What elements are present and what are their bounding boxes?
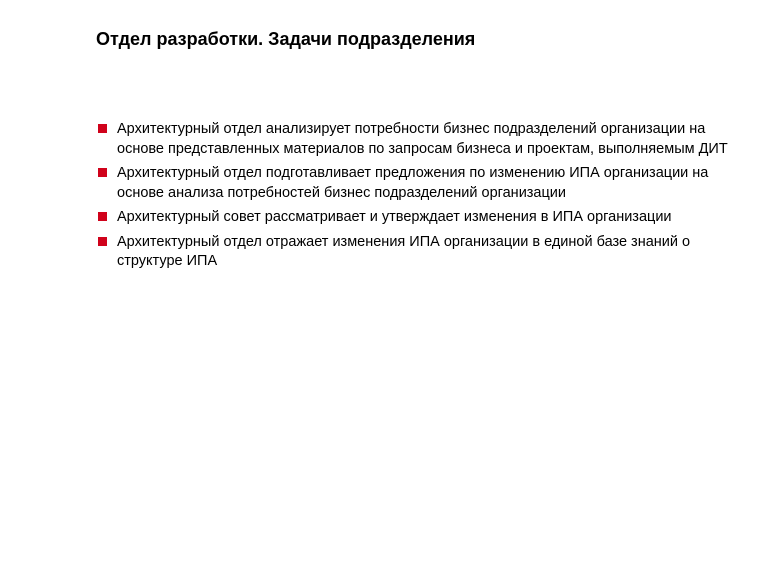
bullet-item (96, 233, 736, 272)
bullet-list (96, 120, 736, 277)
bullet-item (96, 164, 736, 203)
square-bullet-icon (98, 168, 107, 177)
bullet-item (96, 120, 736, 159)
square-bullet-icon (98, 212, 107, 221)
bullet-text: Архитектурный отдел отражает изменения ИПА организации в единой базе знаний о структуре ИПА (117, 233, 691, 269)
bullet-item (96, 208, 736, 228)
square-bullet-icon (98, 237, 107, 246)
square-bullet-icon (98, 124, 107, 133)
bullet-text: Архитектурный отдел подготавливает предложения по изменению ИПА организации на основе анализа потребностей бизнес подразделений организации (117, 165, 709, 201)
slide-title: Отдел разработки. Задачи подразделения (96, 29, 476, 49)
bullet-text: Архитектурный совет рассматривает и утверждает изменения в ИПА организации (117, 209, 672, 225)
bullet-text: Архитектурный отдел анализирует потребности бизнес подразделений организации на основе представленных материалов по запросам бизнеса и проектам, выполняемым ДИТ (117, 121, 728, 157)
